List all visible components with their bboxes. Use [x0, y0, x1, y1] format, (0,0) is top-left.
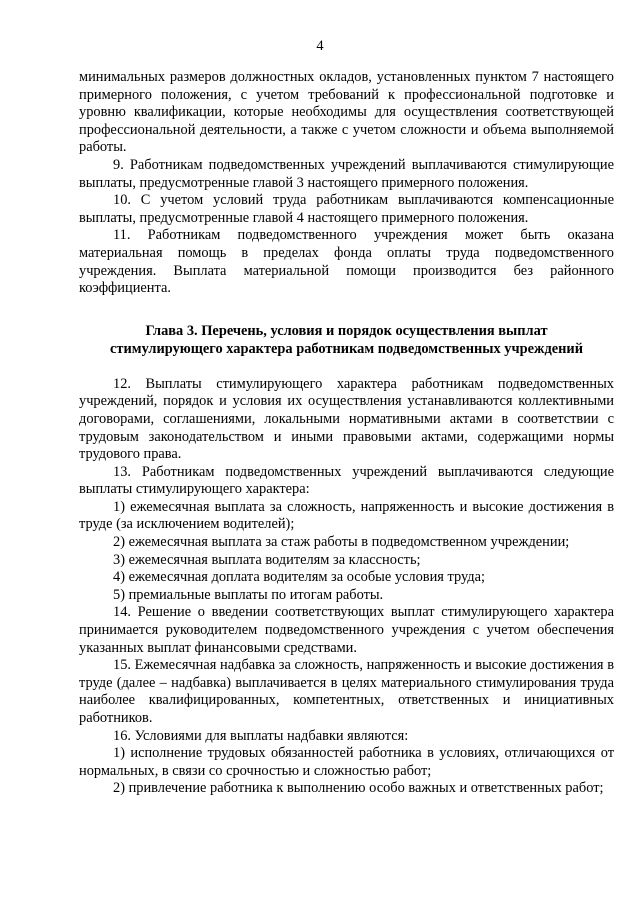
list-item-16-2: 2) привлечение работника к выполнению особо важных и ответственных работ; — [113, 780, 604, 797]
paragraph-7-continuation: минимальных размеров должностных окладов, установленных пунктом 7 настоящего примерного положения, с учетом требований к профессиональной подготовке и уровню квалификации, которые необходимы для осуществления соответствующей профессиональной деятельности, а также с учетом сложности и объема выполняемой работы. — [79, 69, 614, 156]
paragraph-12: 12. Выплаты стимулирующего характера работникам подведомственных учреждений, порядок и условия их осуществления устанавливаются коллективными договорами, соглашениями, локальными нормативными актами в соответствии с трудовым законодательством и иными правовыми актами, содержащими нормы трудового права. — [79, 375, 614, 463]
paragraph-11: 11. Работникам подведомственного учреждения может быть оказана материальная помощь в пределах фонда оплаты труда подведомственного учреждения. Выплата материальной помощи производится без районного коэффициента. — [79, 227, 614, 297]
paragraph-9: 9. Работникам подведомственных учреждений выплачиваются стимулирующие выплаты, предусмотренные главой 3 настоящего примерного положения. — [79, 156, 614, 191]
paragraph-15: 15. Ежемесячная надбавка за сложность, напряженность и высокие достижения в труде (далее – надбавка) выплачивается в целях материального стимулирования труда наиболее квалифицированных, компетентных, ответственных и инициативных работников. — [79, 657, 614, 726]
page-number: 4 — [316, 38, 324, 54]
list-item-13-2: 2) ежемесячная выплата за стаж работы в подведомственном учреждении; — [113, 534, 570, 551]
list-item-13-4: 4) ежемесячная доплата водителям за особые условия труда; — [113, 569, 485, 586]
list-item-16-1: 1) исполнение трудовых обязанностей работника в условиях, отличающихся от нормальных, в связи со срочностью и сложностью работ; — [79, 745, 614, 779]
list-item-13-3: 3) ежемесячная выплата водителям за классность; — [113, 551, 421, 568]
list-item-13-1: 1) ежемесячная выплата за сложность, напряженность и высокие достижения в труде (за исключением водителей); — [79, 498, 614, 533]
document-body — [79, 69, 614, 798]
paragraph-10: 10. С учетом условий труда работникам выплачиваются компенсационные выплаты, предусмотренные главой 4 настоящего примерного положения. — [79, 192, 614, 226]
list-item-13-5: 5) премиальные выплаты по итогам работы. — [113, 586, 384, 603]
paragraph-14: 14. Решение о введении соответствующих выплат стимулирующего характера принимается руководителем подведомственного учреждения с учетом обеспечения указанных выплат финансовыми средствами. — [79, 604, 614, 656]
chapter-heading-line-2: стимулирующего характера работникам подведомственных учреждений — [110, 340, 583, 357]
chapter-heading-line-1: Глава 3. Перечень, условия и порядок осуществления выплат — [145, 322, 548, 339]
chapter-3-heading — [79, 322, 614, 358]
paragraph-16: 16. Условиями для выплаты надбавки являются: — [113, 727, 409, 744]
paragraph-13: 13. Работникам подведомственных учреждений выплачиваются следующие выплаты стимулирующего характера: — [79, 463, 614, 498]
